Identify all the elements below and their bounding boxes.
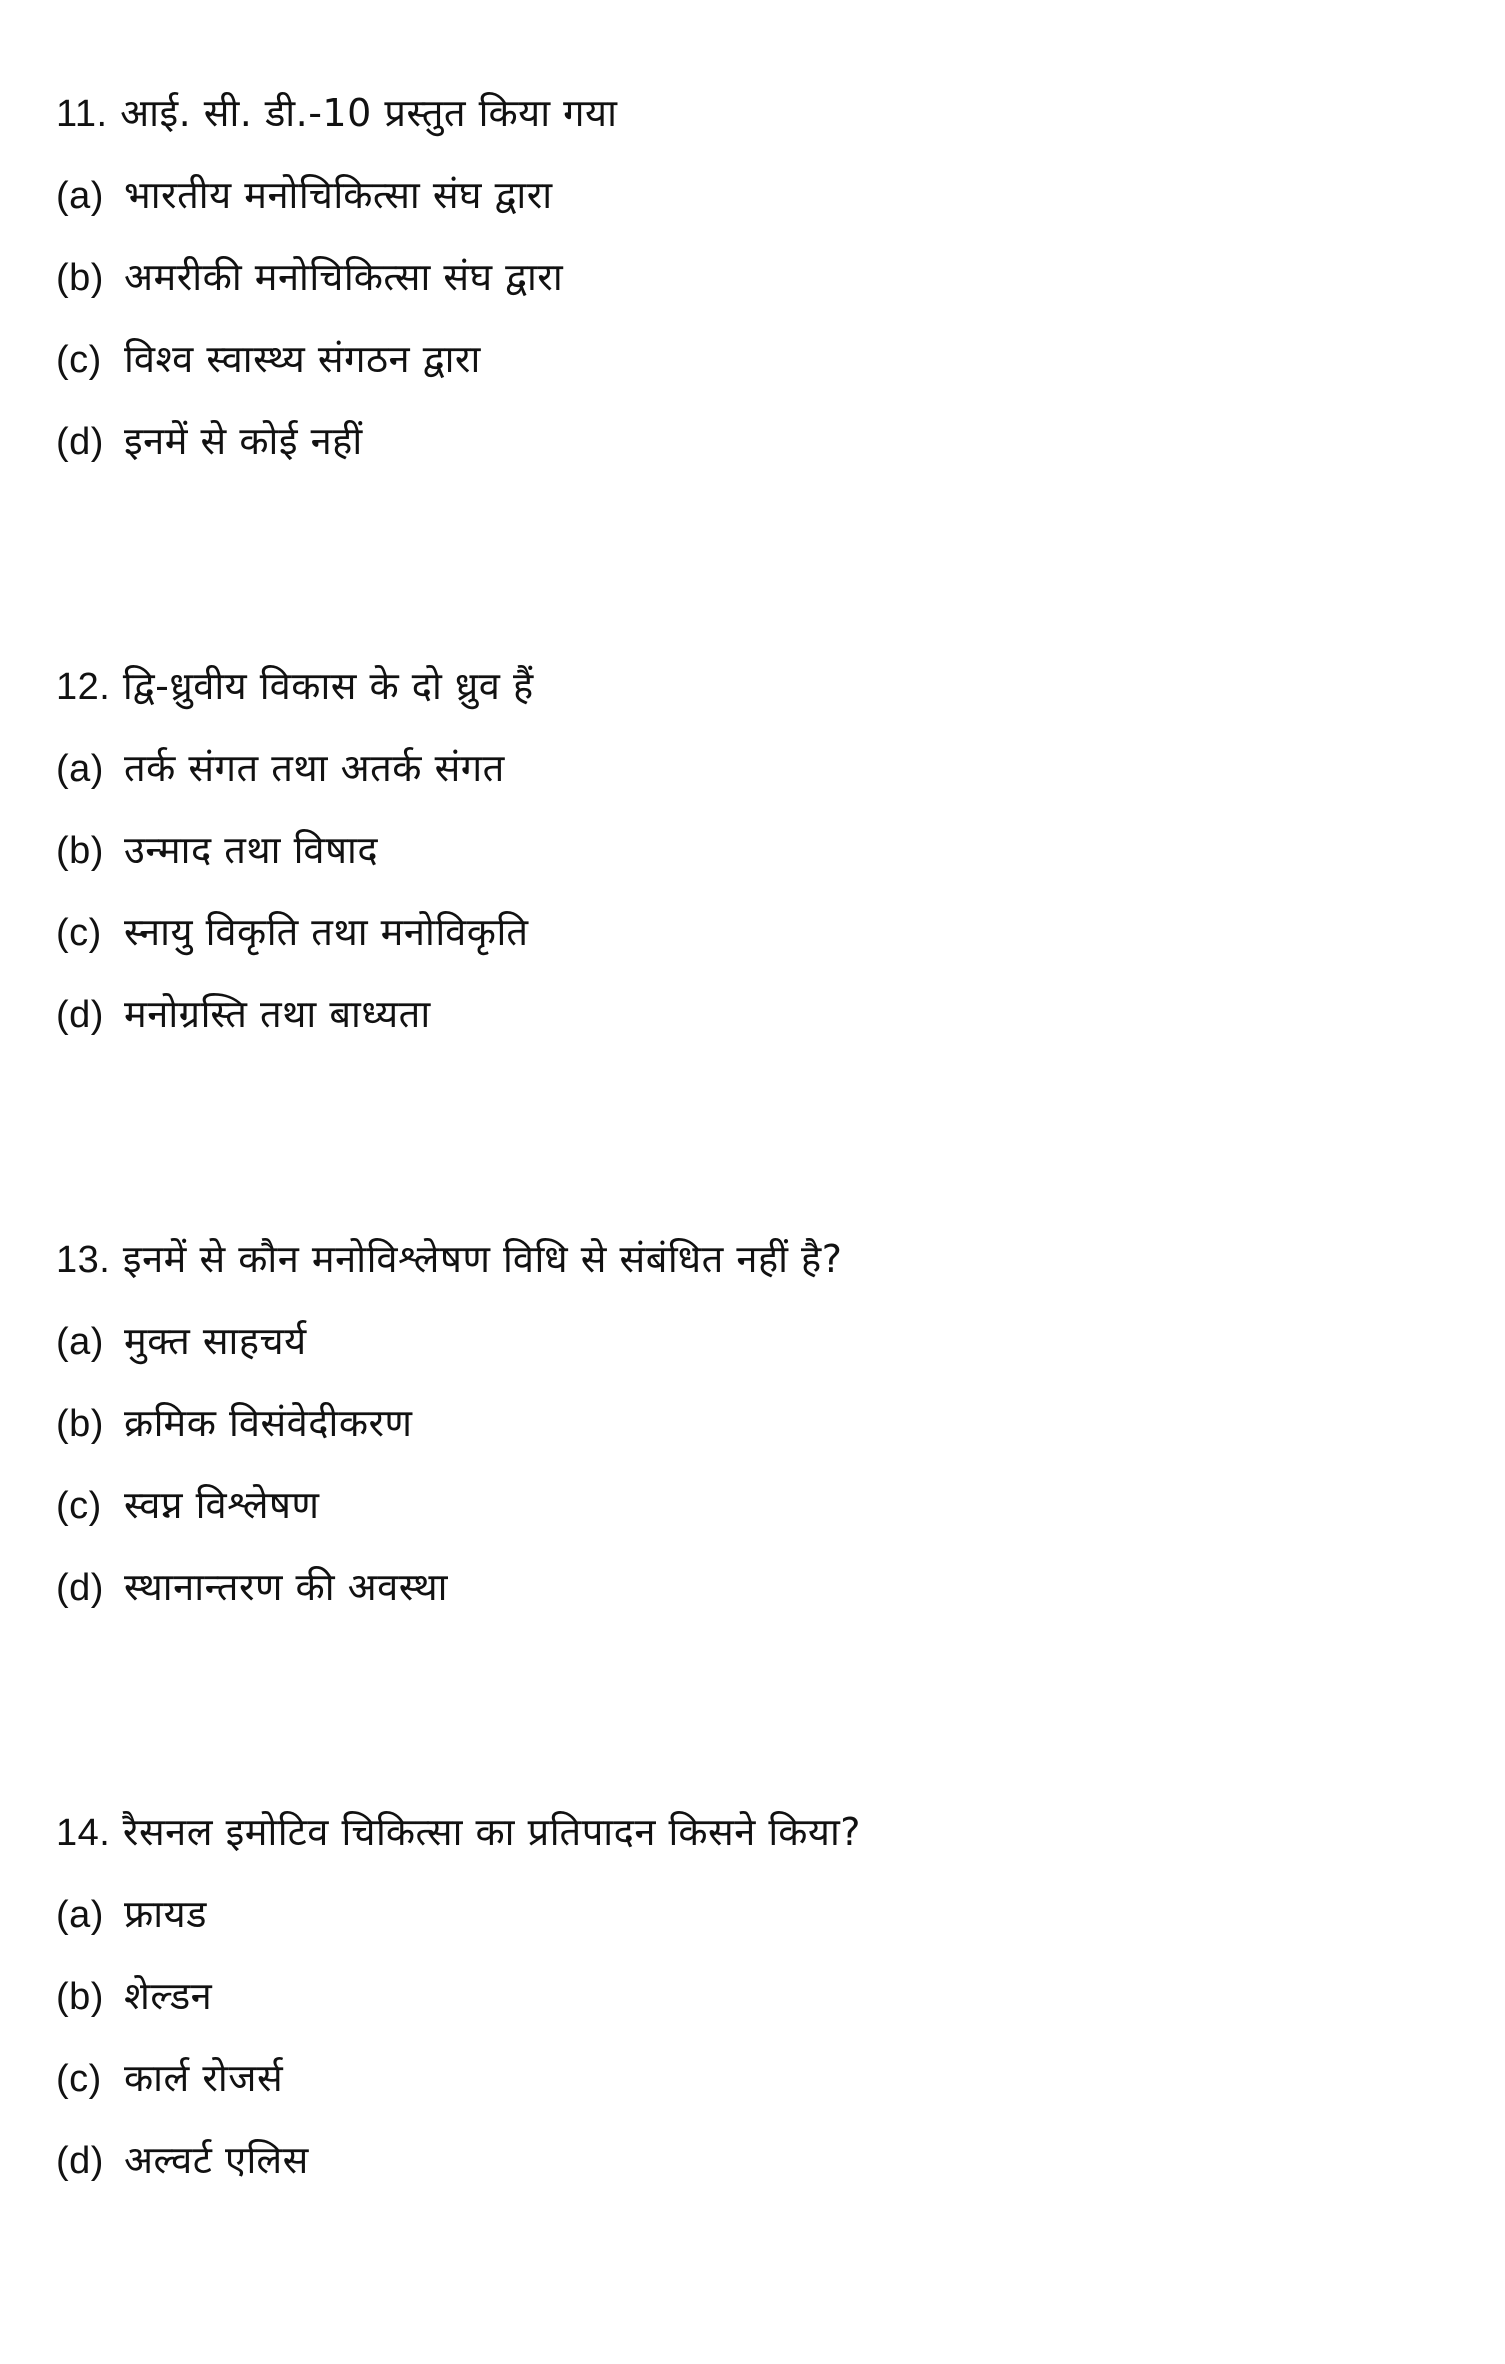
option-label: (a) bbox=[56, 748, 104, 790]
question-number: 11. bbox=[56, 93, 108, 135]
option-d bbox=[56, 2119, 1456, 2201]
option-c bbox=[56, 891, 1456, 973]
question-stem bbox=[56, 1218, 1456, 1300]
option-text: उन्माद तथा विषाद bbox=[124, 828, 379, 872]
option-label: (c) bbox=[56, 912, 102, 954]
option-text: विश्व स्वास्थ्य संगठन द्वारा bbox=[124, 337, 481, 381]
question-13 bbox=[56, 1218, 1456, 1628]
option-label: (b) bbox=[56, 1976, 104, 2018]
question-stem bbox=[56, 72, 1456, 154]
option-text: अल्वर्ट एलिस bbox=[124, 2138, 309, 2182]
question-page bbox=[56, 72, 1456, 2364]
option-label: (b) bbox=[56, 257, 104, 299]
option-label: (d) bbox=[56, 1567, 104, 1609]
option-label: (d) bbox=[56, 2140, 104, 2182]
option-text: कार्ल रोजर्स bbox=[124, 2056, 284, 2100]
option-text: स्वप्न विश्लेषण bbox=[124, 1483, 320, 1527]
option-c bbox=[56, 1464, 1456, 1546]
option-d bbox=[56, 1546, 1456, 1628]
question-text: द्वि-ध्रुवीय विकास के दो ध्रुव हैं bbox=[122, 664, 534, 708]
question-text: रैसनल इमोटिव चिकित्सा का प्रतिपादन किसने किया? bbox=[122, 1810, 861, 1854]
option-a bbox=[56, 727, 1456, 809]
option-a bbox=[56, 1873, 1456, 1955]
question-text: आई. सी. डी.-10 प्रस्तुत किया गया bbox=[120, 91, 618, 135]
question-11 bbox=[56, 72, 1456, 482]
option-text: अमरीकी मनोचिकित्सा संघ द्वारा bbox=[124, 255, 564, 299]
option-label: (d) bbox=[56, 421, 104, 463]
question-number: 14. bbox=[56, 1812, 111, 1854]
option-c bbox=[56, 318, 1456, 400]
option-label: (c) bbox=[56, 2058, 102, 2100]
option-label: (c) bbox=[56, 339, 102, 381]
option-d bbox=[56, 973, 1456, 1055]
question-14 bbox=[56, 1791, 1456, 2201]
option-b bbox=[56, 236, 1456, 318]
option-label: (a) bbox=[56, 175, 104, 217]
question-number: 13. bbox=[56, 1239, 111, 1281]
option-text: स्थानान्तरण की अवस्था bbox=[124, 1565, 448, 1609]
option-label: (b) bbox=[56, 1403, 104, 1445]
option-b bbox=[56, 809, 1456, 891]
option-text: फ्रायड bbox=[124, 1892, 208, 1936]
option-text: भारतीय मनोचिकित्सा संघ द्वारा bbox=[124, 173, 553, 217]
question-stem bbox=[56, 645, 1456, 727]
option-label: (b) bbox=[56, 830, 104, 872]
option-text: क्रमिक विसंवेदीकरण bbox=[124, 1401, 413, 1445]
option-b bbox=[56, 1955, 1456, 2037]
option-label: (a) bbox=[56, 1894, 104, 1936]
option-b bbox=[56, 1382, 1456, 1464]
option-c bbox=[56, 2037, 1456, 2119]
question-number: 12. bbox=[56, 666, 111, 708]
option-d bbox=[56, 400, 1456, 482]
option-label: (a) bbox=[56, 1321, 104, 1363]
option-a bbox=[56, 154, 1456, 236]
option-text: स्नायु विकृति तथा मनोविकृति bbox=[124, 910, 529, 954]
question-stem bbox=[56, 1791, 1456, 1873]
option-text: मनोग्रस्ति तथा बाध्यता bbox=[124, 992, 431, 1036]
option-text: मुक्त साहचर्य bbox=[124, 1319, 307, 1363]
option-label: (d) bbox=[56, 994, 104, 1036]
option-text: तर्क संगत तथा अतर्क संगत bbox=[124, 746, 505, 790]
option-label: (c) bbox=[56, 1485, 102, 1527]
question-text: इनमें से कौन मनोविश्लेषण विधि से संबंधित नहीं है? bbox=[122, 1237, 843, 1281]
option-text: इनमें से कोई नहीं bbox=[124, 419, 363, 463]
question-12 bbox=[56, 645, 1456, 1055]
option-text: शेल्डन bbox=[124, 1974, 213, 2018]
option-a bbox=[56, 1300, 1456, 1382]
